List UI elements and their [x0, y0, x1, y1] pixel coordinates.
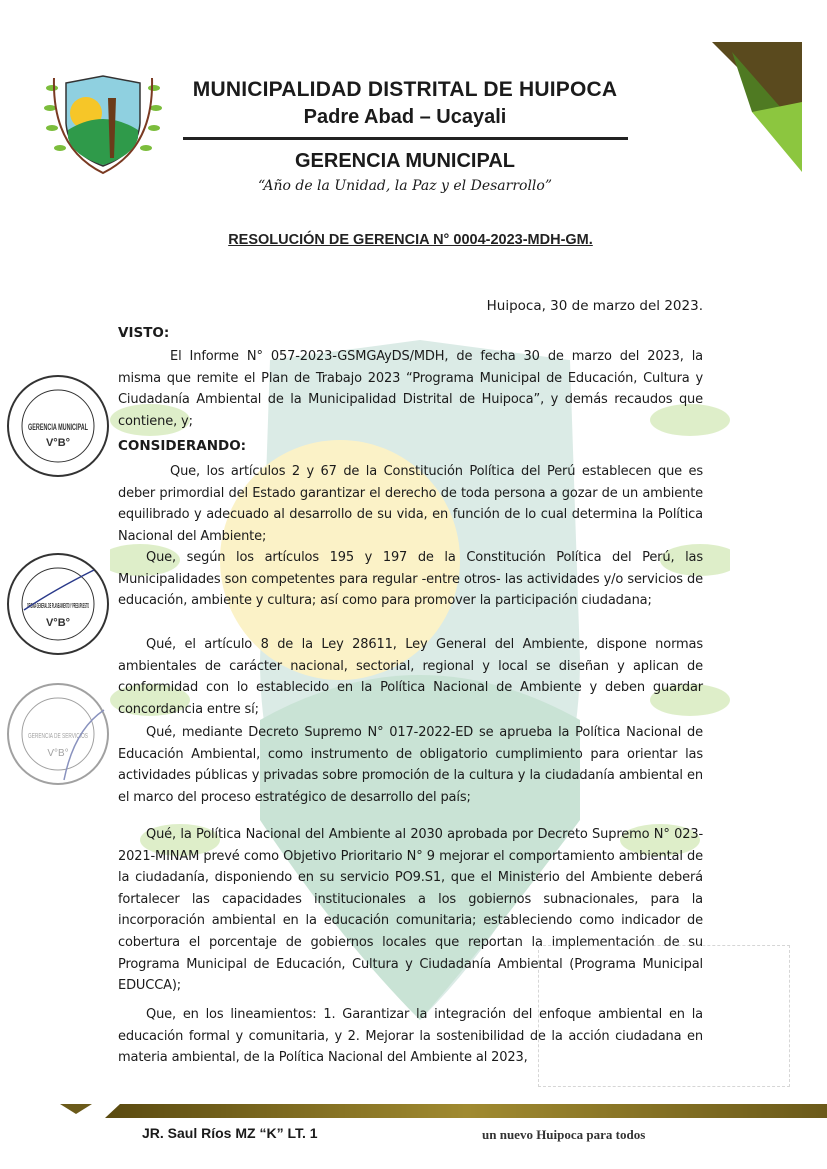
resolution-title: RESOLUCIÓN DE GERENCIA N° 0004-2023-MDH-GM. — [228, 232, 593, 248]
year-motto: “Año de la Unidad, la Paz y el Desarrollo” — [258, 178, 552, 194]
svg-text:GERENCIA DE SERVICIOS: GERENCIA DE SERVICIOS — [28, 733, 89, 740]
footer-slogan: un nuevo Huipoca para todos — [482, 1127, 646, 1142]
approval-stamp-gerencia — [4, 372, 112, 480]
svg-text:V°B°: V°B° — [45, 617, 71, 629]
office-name: GERENCIA MUNICIPAL — [295, 150, 515, 172]
svg-text:V°B°: V°B° — [45, 437, 71, 449]
section-considerando: CONSIDERANDO: — [118, 438, 247, 454]
paragraph-visto: El Informe N° 057-2023-GSMGAyDS/MDH, de fecha 30 de marzo del 2023, la misma que remite el Plan de Trabajo 2023 “Programa Municipal de Educación, Cultura y Ciudadanía Ambiental de la Municipalidad Distrital de Huipoca”, y demás recaudos que contiene, y; — [118, 349, 703, 429]
svg-text:OFICINA GENERAL DE PLANEAMIENT: OFICINA GENERAL DE PLANEAMIENTO Y PRESUPUESTO — [27, 603, 90, 610]
date-line: Huipoca, 30 de marzo del 2023. — [486, 298, 703, 314]
approval-stamp-servicios — [4, 680, 112, 788]
reception-stamp — [538, 945, 790, 1087]
header-divider — [183, 137, 628, 140]
svg-text:GERENCIA MUNICIPAL: GERENCIA MUNICIPAL — [28, 422, 89, 432]
paragraph: Qué, el artículo 8 de la Ley 28611, Ley General del Ambiente, dispone normas ambientales de carácter nacional, sectorial, regional y local se diseñan y aplican de conformidad con lo establecido en la Política Nacional de Ambiente y deben guardar concordancia entre sí; — [118, 637, 703, 717]
municipal-coat-of-arms-logo — [38, 68, 168, 178]
paragraph: Qué, la Política Nacional del Ambiente al 2030 aprobada por Decreto Supremo N° 023-2021-MINAM prevé como Objetivo Prioritario N° 9 mejorar el comportamiento ambiental de la ciudadanía, disponiendo en su servicio PO9.S1, que el Ministerio del Ambiente deberá fortalecer las capacidades institucionales a los gobiernos subnacionales, para la incorporación ambiental en la educación comunitaria; estableciendo como indicador de cobertura el porcentaje de gobiernos locales que reportan la implementación de su Programa Municipal de Educación, Cultura y Ciudadanía Ambiental (Programa Municipal EDUCCA); — [118, 827, 703, 994]
approval-stamp-planeamiento — [4, 550, 112, 658]
svg-text:V°B°: V°B° — [47, 748, 69, 759]
paragraph: Que, en los lineamientos: 1. Garantizar la integración del enfoque ambiental en la educación formal y comunitaria, y 2. Mejorar la sostenibilidad de la acción ciudadana en materia ambiental, de la Política Nacional del Ambiente al 2023, — [118, 1007, 703, 1066]
paragraph: Qué, mediante Decreto Supremo N° 017-2022-ED se aprueba la Política Nacional de Educación Ambiental, como instrumento de obligatorio cumplimiento para orientar las actividades públicas y privadas sobre promoción de la cultura y la ciudadanía ambiental en el marco del proceso estratégico de desarrollo del país; — [118, 725, 703, 805]
paragraph: Que, según los artículos 195 y 197 de la Constitución Política del Perú, las Municipalidades son competentes para regular -entre otros- las actividades y/o servicios de educación, ambiente y cultura; así como para promover la participación ciudadana; — [118, 550, 703, 609]
institution-location: Padre Abad – Ucayali — [303, 106, 507, 128]
section-visto: VISTO: — [118, 325, 170, 341]
footer-address: JR. Saul Ríos MZ “K” LT. 1 — [142, 1125, 318, 1141]
paragraph: Que, los artículos 2 y 67 de la Constitución Política del Perú establecen que es deber primordial del Estado garantizar el derecho de toda persona a gozar de un ambiente equilibrado y adecuado al desarrollo de su vida, en función de lo cual determina la Política Nacional del Ambiente; — [118, 464, 703, 544]
institution-name: MUNICIPALIDAD DISTRITAL DE HUIPOCA — [192, 78, 618, 101]
footer-band — [60, 1104, 827, 1118]
corner-decoration — [712, 42, 802, 172]
